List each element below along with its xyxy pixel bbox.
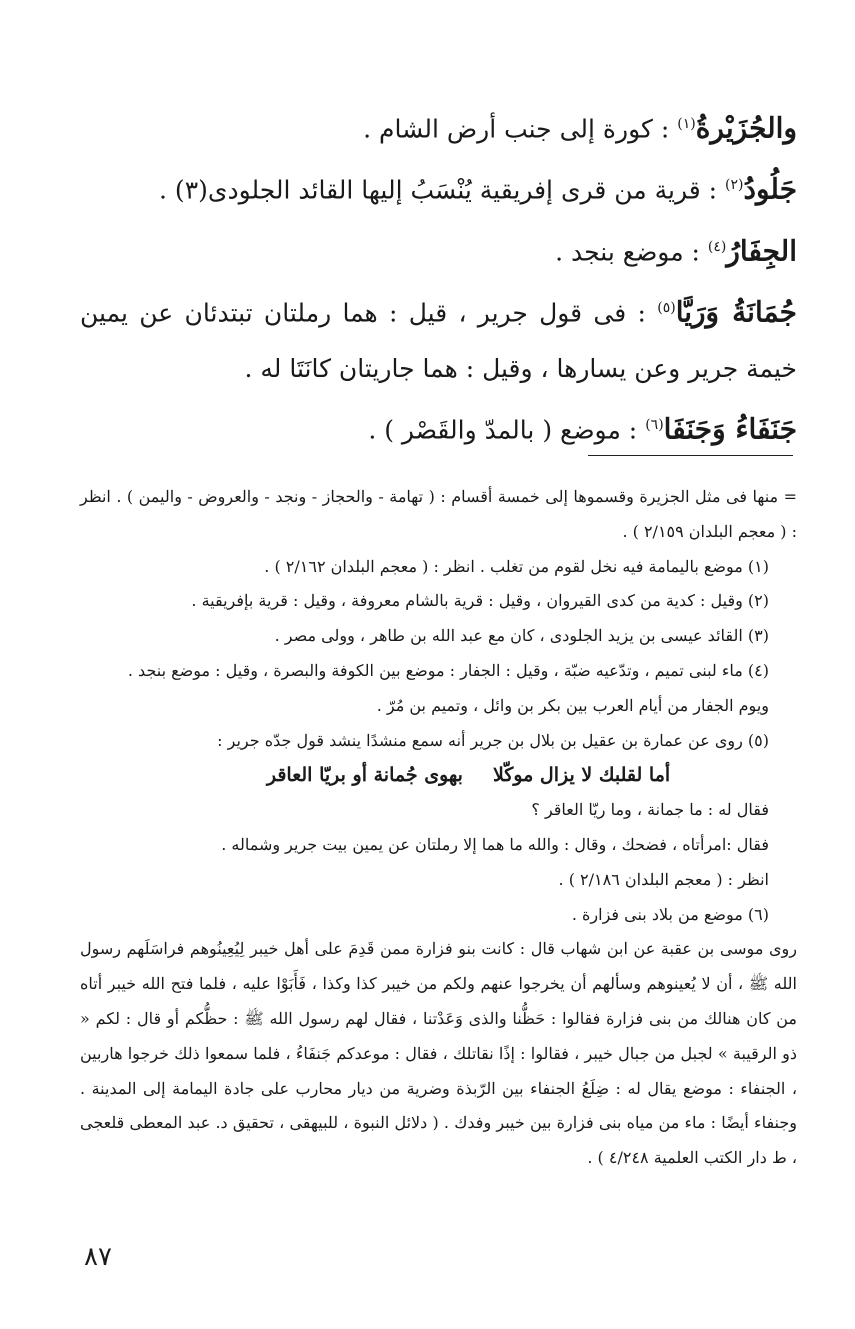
poem-hemistich-2: بهوى جُمانة أو بريّا العاقر <box>266 764 463 787</box>
entry <box>80 96 797 157</box>
footnote-ref: (٥) <box>657 299 676 316</box>
entry-text: : كورة إلى جنب أرض الشام . <box>363 114 670 144</box>
entry-text: : فى قول جرير ، قيل : هما رملتان تبتدئان عن يمين خيمة جرير وعن يسارها ، وقيل : هما جاريتان كانَتَا له . <box>80 298 797 384</box>
footnote-5-reference: انظر : ( معجم البلدان ٢/١٨٦ ) . <box>558 869 769 889</box>
footnote-ref: (٤) <box>707 238 727 255</box>
poem-hemistich-1: أما لقلبك لا يزال موكّلا <box>492 764 671 787</box>
footnote-5: (٥) روى عن عمارة بن عقيل بن بلال بن جرير أنه سمع منشدًا ينشد قول جدّه جرير : <box>217 730 769 750</box>
footnote-6: (٦) موضع من بلاد بنى فزارة . <box>571 904 769 924</box>
footnote-4: (٤) ماء لبنى تميم ، وتدّعيه ضبّة ، وقيل : الجفار : موضع بين الكوفة والبصرة ، وقيل : موضع بنجد . <box>127 660 769 680</box>
footnote-ref: (١) <box>677 116 696 132</box>
entry <box>80 157 797 218</box>
footnote-3: (٣) القائد عيسى بن يزيد الجلودى ، كان مع عبد الله بن طاهر ، وولى مصر . <box>274 626 769 646</box>
entry-term: والجُزَيْرةُ <box>695 111 797 145</box>
footnote-2: (٢) وقيل : كدية من كدى القيروان ، وقيل : قرية بالشام معروفة ، وقيل : قرية بإفريقية . <box>191 591 769 611</box>
entry-term: جَلُودُ <box>743 172 797 206</box>
entry-text: : قرية من قرى إفريقية يُنْسَبُ إليها القائد الجلودى(٣) . <box>159 175 718 205</box>
entry <box>80 219 797 280</box>
poem-verse <box>80 758 797 793</box>
footnote-separator <box>588 455 793 456</box>
footnote-6-story: روى موسى بن عقبة عن ابن شهاب قال : كانت بنو فزارة ممن قَدِمَ على أهل خيبر لِيُعِينُوهم فراسَلَهم رسول الله ﷺ ، أن لا يُعينوهم وسألهم أن يخرجوا عنهم ولكم من خيبر كذا وكذا ، فَأَبَوْا عليه ، فلما فتح الله خيبر أتاه من كان هنالك من بنى فزارة فقالوا : حَظُّنا والذى وَعَدْتنا ، فقال لهم رسول الله ﷺ : حظُّكم أو قال : لكم « ذو الرقيبة » لجبل من جبال خيبر ، فقالوا : إذًا نقاتلك ، فقال : موعدكم جَنفَاءُ ، فلما سمعوا ذلك خرجوا هاربين ، الجنفاء : موضع يقال له : ضِلَعُ الجنفاء بين الرّبذة وضرية من ديار محارب على جادة اليمامة إلى المدينة . وجنفاء أيضًا : ماء من مياه بنى فزارة بين خيبر وفدك . ( دلائل النبوة ، للبيهقى ، تحقيق د. عبد المعطى قلعجى ، ط دار الكتب العلمية ٤/٢٤٨ ) . <box>80 939 798 1168</box>
footnote-ref: (٦) <box>645 417 664 434</box>
footnote-1: (١) موضع باليمامة فيه نخل لقوم من تغلب . انظر : ( معجم البلدان ٢/١٦٢ ) . <box>264 556 769 576</box>
footnote-continuation: = منها فى مثل الجزيرة وقسموها إلى خمسة أقسام : ( تهامة - والحجاز - ونجد - والعروض - واليمن ) . انظر : ( معجم البلدان ٢/١٥٩ ) . <box>80 487 797 541</box>
page-number: ٨٧ <box>84 1242 112 1272</box>
entry-term: جُمَانَةُ وَرَيَّا <box>675 295 797 329</box>
footnotes <box>80 480 797 1176</box>
footnote-5-question: فقال له : ما جمانة ، وما ريّا العاقر ؟ <box>531 800 769 820</box>
entry <box>80 397 797 458</box>
footnote-ref: (٢) <box>725 177 744 194</box>
footnote-4-extra: ويوم الجفار من أيام العرب بين بكر بن وائل ، وتميم بن مُرّ . <box>376 695 769 715</box>
entries <box>80 96 797 459</box>
entry-term: جَنَفَاءُ وَجَنَفَا <box>663 412 797 446</box>
entry-text: : موضع بنجد . <box>555 236 700 266</box>
entry <box>80 280 797 397</box>
entry-term: الجِفَارُ <box>726 233 797 267</box>
entry-text: : موضع ( بالمدّ والقَصْر ) . <box>368 415 638 445</box>
footnote-5-answer: فقال :امرأتاه ، فضحك ، وقال : والله ما هما إلا رملتان عن يمين بيت جرير وشماله . <box>221 834 769 854</box>
